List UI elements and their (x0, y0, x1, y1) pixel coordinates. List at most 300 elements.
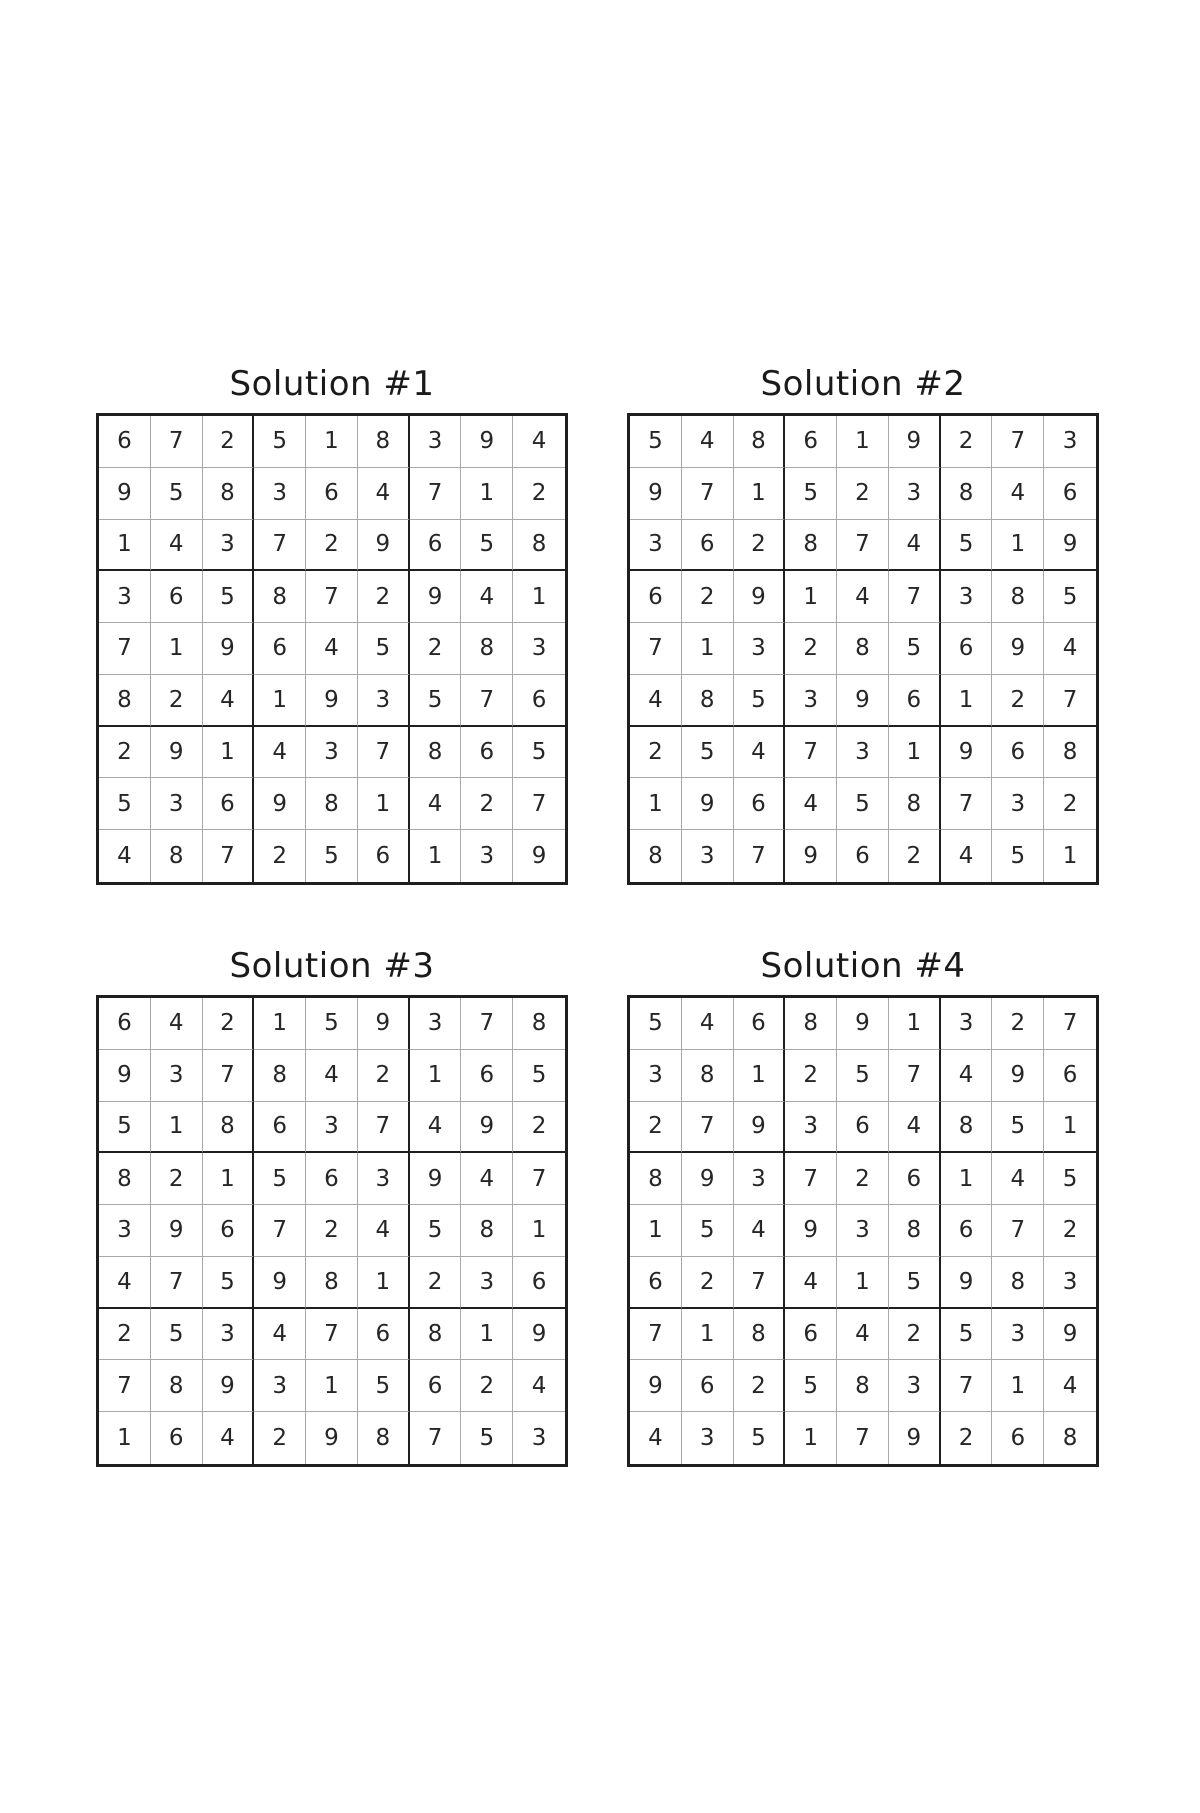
sudoku-cell: 5 (151, 1309, 203, 1361)
sudoku-cell: 5 (410, 1205, 462, 1257)
sudoku-cell: 4 (99, 830, 151, 882)
sudoku-cell: 2 (461, 1360, 513, 1412)
sudoku-cell: 4 (410, 1102, 462, 1154)
sudoku-cell: 7 (682, 468, 734, 520)
sudoku-cell: 8 (461, 1205, 513, 1257)
puzzle-2 (627, 355, 1099, 885)
sudoku-cell: 8 (889, 1205, 941, 1257)
sudoku-cell: 8 (837, 1360, 889, 1412)
sudoku-cell: 7 (630, 1309, 682, 1361)
sudoku-cell: 7 (1044, 998, 1096, 1050)
sudoku-cell: 9 (410, 1153, 462, 1205)
sudoku-cell: 9 (785, 1205, 837, 1257)
sudoku-cell: 9 (889, 416, 941, 468)
sudoku-cell: 3 (513, 623, 565, 675)
sudoku-cell: 2 (682, 1257, 734, 1309)
sudoku-cell: 7 (992, 1205, 1044, 1257)
sudoku-cell: 7 (941, 1360, 993, 1412)
sudoku-grid (627, 413, 1099, 885)
sudoku-cell: 6 (513, 1257, 565, 1309)
sudoku-cell: 1 (941, 675, 993, 727)
sudoku-cell: 1 (630, 778, 682, 830)
sudoku-cell: 1 (151, 623, 203, 675)
sudoku-cell: 7 (837, 1412, 889, 1464)
sudoku-cell: 2 (151, 1153, 203, 1205)
sudoku-cell: 4 (1044, 1360, 1096, 1412)
sudoku-cell: 4 (941, 1050, 993, 1102)
sudoku-cell: 1 (99, 1412, 151, 1464)
sudoku-cell: 6 (785, 416, 837, 468)
sudoku-cell: 9 (410, 571, 462, 623)
sudoku-cell: 1 (461, 1309, 513, 1361)
sudoku-cell: 9 (941, 1257, 993, 1309)
sudoku-cell: 1 (254, 675, 306, 727)
sudoku-cell: 2 (410, 623, 462, 675)
puzzle-1 (96, 355, 568, 885)
sudoku-cell: 2 (306, 520, 358, 572)
sudoku-cell: 3 (837, 1205, 889, 1257)
sudoku-cell: 3 (410, 998, 462, 1050)
sudoku-cell: 2 (682, 571, 734, 623)
sudoku-cell: 9 (682, 1153, 734, 1205)
sudoku-cell: 1 (734, 1050, 786, 1102)
sudoku-cell: 4 (837, 571, 889, 623)
sudoku-cell: 3 (151, 778, 203, 830)
sudoku-cell: 2 (889, 1309, 941, 1361)
sudoku-cell: 2 (1044, 1205, 1096, 1257)
sudoku-cell: 1 (410, 830, 462, 882)
sudoku-cell: 7 (306, 1309, 358, 1361)
sudoku-cell: 8 (941, 468, 993, 520)
sudoku-cell: 2 (254, 830, 306, 882)
sudoku-cell: 2 (410, 1257, 462, 1309)
sudoku-cell: 5 (992, 1102, 1044, 1154)
sudoku-cell: 8 (941, 1102, 993, 1154)
sudoku-cell: 7 (785, 727, 837, 779)
sudoku-cell: 6 (734, 778, 786, 830)
sudoku-cell: 3 (203, 520, 255, 572)
sudoku-cell: 6 (358, 830, 410, 882)
sudoku-cell: 7 (254, 520, 306, 572)
sudoku-cell: 7 (254, 1205, 306, 1257)
sudoku-cell: 9 (513, 1309, 565, 1361)
sudoku-cell: 3 (358, 1153, 410, 1205)
sudoku-cell: 5 (513, 1050, 565, 1102)
sudoku-cell: 7 (630, 623, 682, 675)
sudoku-cell: 2 (992, 998, 1044, 1050)
sudoku-cell: 4 (992, 468, 1044, 520)
sudoku-cell: 8 (358, 1412, 410, 1464)
sudoku-cell: 4 (410, 778, 462, 830)
sudoku-cell: 6 (410, 1360, 462, 1412)
sudoku-cell: 6 (151, 1412, 203, 1464)
sudoku-cell: 1 (306, 416, 358, 468)
sudoku-cell: 9 (941, 727, 993, 779)
sudoku-cell: 3 (837, 727, 889, 779)
sudoku-cell: 1 (461, 468, 513, 520)
sudoku-cell: 8 (682, 1050, 734, 1102)
sudoku-cell: 8 (630, 1153, 682, 1205)
sudoku-cell: 5 (358, 623, 410, 675)
sudoku-cell: 2 (941, 416, 993, 468)
sudoku-cell: 5 (358, 1360, 410, 1412)
sudoku-cell: 5 (837, 1050, 889, 1102)
sudoku-cell: 5 (837, 778, 889, 830)
sudoku-cell: 3 (306, 1102, 358, 1154)
sudoku-cell: 4 (734, 1205, 786, 1257)
puzzle-title: Solution #4 (760, 946, 966, 986)
sudoku-cell: 9 (734, 571, 786, 623)
sudoku-cell: 4 (254, 1309, 306, 1361)
sudoku-cell: 5 (630, 998, 682, 1050)
sudoku-cell: 2 (461, 778, 513, 830)
sudoku-cell: 7 (203, 1050, 255, 1102)
sudoku-cell: 4 (734, 727, 786, 779)
sudoku-cell: 1 (889, 998, 941, 1050)
sudoku-grid (96, 413, 568, 885)
sudoku-cell: 9 (203, 623, 255, 675)
sudoku-cell: 2 (513, 468, 565, 520)
sudoku-cell: 9 (992, 623, 1044, 675)
sudoku-cell: 9 (99, 468, 151, 520)
sudoku-cell: 4 (630, 675, 682, 727)
sudoku-cell: 8 (513, 998, 565, 1050)
sudoku-cell: 1 (306, 1360, 358, 1412)
sudoku-cell: 6 (151, 571, 203, 623)
sudoku-cell: 8 (99, 1153, 151, 1205)
sudoku-cell: 7 (358, 1102, 410, 1154)
sudoku-cell: 1 (941, 1153, 993, 1205)
sudoku-cell: 5 (734, 1412, 786, 1464)
sudoku-cell: 6 (992, 727, 1044, 779)
sudoku-cell: 8 (461, 623, 513, 675)
sudoku-cell: 8 (306, 778, 358, 830)
sudoku-cell: 8 (1062, 1425, 1078, 1452)
sudoku-cell: 8 (682, 675, 734, 727)
sudoku-cell: 4 (461, 1153, 513, 1205)
sudoku-cell: 5 (1044, 1153, 1096, 1205)
sudoku-cell: 4 (203, 675, 255, 727)
sudoku-cell: 7 (410, 1412, 462, 1464)
sudoku-cell: 3 (531, 1425, 547, 1452)
sudoku-cell: 7 (151, 1257, 203, 1309)
sudoku-cell: 5 (254, 416, 306, 468)
sudoku-cell: 6 (410, 520, 462, 572)
sudoku-cell: 3 (941, 998, 993, 1050)
sudoku-cell: 3 (254, 1360, 306, 1412)
sudoku-cell: 6 (254, 1102, 306, 1154)
sudoku-cell: 8 (410, 1309, 462, 1361)
sudoku-cell: 8 (1044, 727, 1096, 779)
sudoku-cell: 5 (306, 830, 358, 882)
sudoku-cell: 5 (682, 1205, 734, 1257)
sudoku-cell: 5 (992, 830, 1044, 882)
sudoku-cell: 1 (682, 1309, 734, 1361)
sudoku-cell: 6 (630, 571, 682, 623)
sudoku-cell: 3 (785, 1102, 837, 1154)
sudoku-cell: 8 (992, 1257, 1044, 1309)
sudoku-cell: 5 (941, 1309, 993, 1361)
sudoku-cell: 1 (203, 727, 255, 779)
sudoku-cell: 9 (151, 1205, 203, 1257)
sudoku-cell: 9 (306, 675, 358, 727)
sudoku-cell: 1 (358, 1257, 410, 1309)
sudoku-cell: 3 (358, 675, 410, 727)
sudoku-cell: 3 (1044, 1257, 1096, 1309)
sudoku-cell: 1 (410, 1050, 462, 1102)
sudoku-cell: 7 (151, 416, 203, 468)
sudoku-grid (96, 995, 568, 1467)
sudoku-cell: 8 (151, 1360, 203, 1412)
sudoku-cell: 3 (889, 468, 941, 520)
sudoku-cell: 1 (203, 1153, 255, 1205)
sudoku-cell: 6 (1044, 468, 1096, 520)
sudoku-cell: 4 (992, 1153, 1044, 1205)
sudoku-cell: 7 (992, 416, 1044, 468)
sudoku-cell: 4 (889, 520, 941, 572)
sudoku-cell: 1 (513, 1205, 565, 1257)
sudoku-cell: 5 (99, 778, 151, 830)
sudoku-cell: 2 (358, 571, 410, 623)
sudoku-cell: 9 (630, 1360, 682, 1412)
sudoku-cell: 5 (941, 520, 993, 572)
sudoku-cell: 9 (151, 727, 203, 779)
sudoku-cell: 7 (1044, 675, 1096, 727)
sudoku-cell: 6 (1044, 1050, 1096, 1102)
sudoku-cell: 7 (513, 1153, 565, 1205)
sudoku-cell: 1 (358, 778, 410, 830)
sudoku-cell: 3 (992, 1309, 1044, 1361)
sudoku-cell: 2 (1044, 778, 1096, 830)
sudoku-cell: 9 (837, 998, 889, 1050)
sudoku-cell: 7 (461, 998, 513, 1050)
sudoku-grid (627, 995, 1099, 1467)
sudoku-cell: 7 (889, 571, 941, 623)
sudoku-cell: 1 (682, 623, 734, 675)
sudoku-cell: 3 (151, 1050, 203, 1102)
sudoku-cell: 9 (254, 778, 306, 830)
sudoku-cell: 6 (461, 1050, 513, 1102)
sudoku-cell: 9 (531, 843, 547, 870)
sudoku-cell: 6 (889, 1153, 941, 1205)
sudoku-cell: 1 (1044, 1102, 1096, 1154)
sudoku-cell: 7 (99, 1360, 151, 1412)
sudoku-cell: 6 (992, 1412, 1044, 1464)
sudoku-cell: 3 (630, 520, 682, 572)
sudoku-cell: 2 (203, 998, 255, 1050)
sudoku-cell: 3 (306, 727, 358, 779)
sudoku-cell: 6 (734, 998, 786, 1050)
sudoku-cell: 8 (785, 998, 837, 1050)
sudoku-cell: 1 (1062, 843, 1078, 870)
sudoku-cell: 4 (306, 1050, 358, 1102)
sudoku-cell: 1 (837, 416, 889, 468)
sudoku-cell: 6 (203, 778, 255, 830)
sudoku-cell: 6 (941, 1205, 993, 1257)
sudoku-cell: 3 (461, 1257, 513, 1309)
sudoku-cell: 4 (785, 778, 837, 830)
sudoku-cell: 6 (630, 1257, 682, 1309)
sudoku-cell: 5 (410, 675, 462, 727)
sudoku-cell: 3 (203, 1309, 255, 1361)
sudoku-cell: 2 (306, 1205, 358, 1257)
sudoku-cell: 5 (785, 1360, 837, 1412)
sudoku-cell: 8 (410, 727, 462, 779)
puzzle-4 (627, 937, 1099, 1467)
sudoku-cell: 2 (151, 675, 203, 727)
sudoku-cell: 8 (889, 778, 941, 830)
sudoku-cell: 6 (785, 1309, 837, 1361)
sudoku-cell: 6 (682, 1360, 734, 1412)
sudoku-cell: 7 (513, 778, 565, 830)
sudoku-cell: 1 (513, 571, 565, 623)
sudoku-cell: 7 (203, 830, 255, 882)
sudoku-cell: 2 (785, 623, 837, 675)
sudoku-cell: 6 (513, 675, 565, 727)
sudoku-cell: 3 (461, 830, 513, 882)
sudoku-cell: 9 (837, 675, 889, 727)
sudoku-cell: 2 (785, 1050, 837, 1102)
sudoku-cell: 9 (99, 1050, 151, 1102)
sudoku-cell: 3 (682, 830, 734, 882)
sudoku-cell: 7 (410, 468, 462, 520)
sudoku-cell: 8 (306, 1257, 358, 1309)
sudoku-cell: 8 (513, 520, 565, 572)
sudoku-cell: 4 (785, 1257, 837, 1309)
sudoku-cell: 5 (461, 520, 513, 572)
sudoku-cell: 7 (785, 1153, 837, 1205)
puzzle-title: Solution #1 (229, 364, 435, 404)
sudoku-cell: 4 (254, 727, 306, 779)
sudoku-cell: 5 (889, 623, 941, 675)
sudoku-cell: 6 (682, 520, 734, 572)
sudoku-cell: 1 (992, 520, 1044, 572)
sudoku-cell: 6 (358, 1309, 410, 1361)
sudoku-cell: 1 (734, 468, 786, 520)
sudoku-cell: 4 (151, 520, 203, 572)
puzzle-3 (96, 937, 568, 1467)
sudoku-cell: 5 (734, 675, 786, 727)
sudoku-cell: 2 (99, 727, 151, 779)
sudoku-cell: 2 (203, 416, 255, 468)
sudoku-cell: 8 (254, 571, 306, 623)
sudoku-cell: 3 (1044, 416, 1096, 468)
sudoku-cell: 2 (513, 1102, 565, 1154)
sudoku-cell: 1 (99, 520, 151, 572)
sudoku-cell: 9 (1044, 1309, 1096, 1361)
sudoku-cell: 3 (99, 571, 151, 623)
sudoku-cell: 5 (682, 727, 734, 779)
sudoku-cell: 7 (306, 571, 358, 623)
sudoku-cell: 8 (837, 623, 889, 675)
sudoku-cell: 4 (889, 1102, 941, 1154)
sudoku-cell: 6 (99, 998, 151, 1050)
sudoku-cell: 5 (306, 998, 358, 1050)
sudoku-cell: 4 (461, 571, 513, 623)
sudoku-cell: 3 (410, 416, 462, 468)
sudoku-cell: 9 (461, 1102, 513, 1154)
sudoku-cell: 2 (889, 830, 941, 882)
sudoku-cell: 6 (99, 416, 151, 468)
sudoku-cell: 4 (682, 998, 734, 1050)
sudoku-cell: 2 (734, 1360, 786, 1412)
sudoku-cell: 9 (254, 1257, 306, 1309)
sudoku-cell: 8 (630, 830, 682, 882)
sudoku-cell: 3 (734, 623, 786, 675)
sudoku-cell: 8 (151, 830, 203, 882)
sudoku-cell: 7 (941, 778, 993, 830)
sudoku-cell: 7 (734, 1257, 786, 1309)
sudoku-cell: 9 (630, 468, 682, 520)
sudoku-cell: 3 (785, 675, 837, 727)
sudoku-cell: 9 (358, 520, 410, 572)
sudoku-cell: 8 (203, 468, 255, 520)
sudoku-cell: 1 (785, 571, 837, 623)
sudoku-cell: 2 (837, 1153, 889, 1205)
sudoku-cell: 1 (889, 727, 941, 779)
sudoku-cell: 3 (630, 1050, 682, 1102)
sudoku-cell: 8 (734, 1309, 786, 1361)
sudoku-cell: 6 (889, 675, 941, 727)
sudoku-cell: 1 (630, 1205, 682, 1257)
sudoku-cell: 4 (358, 468, 410, 520)
sudoku-cell: 6 (941, 623, 993, 675)
sudoku-cell: 5 (254, 1153, 306, 1205)
sudoku-cell: 7 (358, 727, 410, 779)
sudoku-cell: 9 (785, 830, 837, 882)
sudoku-cell: 8 (254, 1050, 306, 1102)
sudoku-cell: 5 (1044, 571, 1096, 623)
sudoku-cell: 2 (358, 1050, 410, 1102)
sudoku-cell: 2 (837, 468, 889, 520)
sudoku-cell: 7 (734, 830, 786, 882)
sudoku-cell: 6 (837, 1102, 889, 1154)
sudoku-cell: 5 (99, 1102, 151, 1154)
sudoku-cell: 1 (151, 1102, 203, 1154)
sudoku-cell: 9 (306, 1412, 358, 1464)
sudoku-cell: 6 (203, 1205, 255, 1257)
sudoku-cell: 2 (254, 1412, 306, 1464)
sudoku-cell: 7 (837, 520, 889, 572)
sudoku-cell: 2 (734, 520, 786, 572)
sudoku-cell: 6 (837, 830, 889, 882)
sudoku-cell: 9 (734, 1102, 786, 1154)
sudoku-cell: 5 (513, 727, 565, 779)
sudoku-cell: 4 (941, 830, 993, 882)
sudoku-cell: 2 (630, 727, 682, 779)
sudoku-cell: 1 (254, 998, 306, 1050)
sudoku-cell: 6 (254, 623, 306, 675)
sudoku-cell: 8 (734, 416, 786, 468)
sudoku-cell: 2 (992, 675, 1044, 727)
sudoku-cell: 9 (203, 1360, 255, 1412)
sudoku-cell: 5 (889, 1257, 941, 1309)
sudoku-cell: 9 (358, 998, 410, 1050)
sudoku-cell: 9 (1044, 520, 1096, 572)
sudoku-cell: 4 (203, 1412, 255, 1464)
sudoku-cell: 9 (461, 416, 513, 468)
sudoku-cell: 3 (254, 468, 306, 520)
sudoku-cell: 3 (682, 1412, 734, 1464)
sudoku-cell: 8 (992, 571, 1044, 623)
sudoku-cell: 8 (358, 416, 410, 468)
sudoku-cell: 5 (203, 1257, 255, 1309)
sudoku-cell: 4 (1044, 623, 1096, 675)
sudoku-cell: 5 (630, 416, 682, 468)
sudoku-cell: 5 (151, 468, 203, 520)
sudoku-cell: 4 (513, 1360, 565, 1412)
sudoku-cell: 4 (151, 998, 203, 1050)
